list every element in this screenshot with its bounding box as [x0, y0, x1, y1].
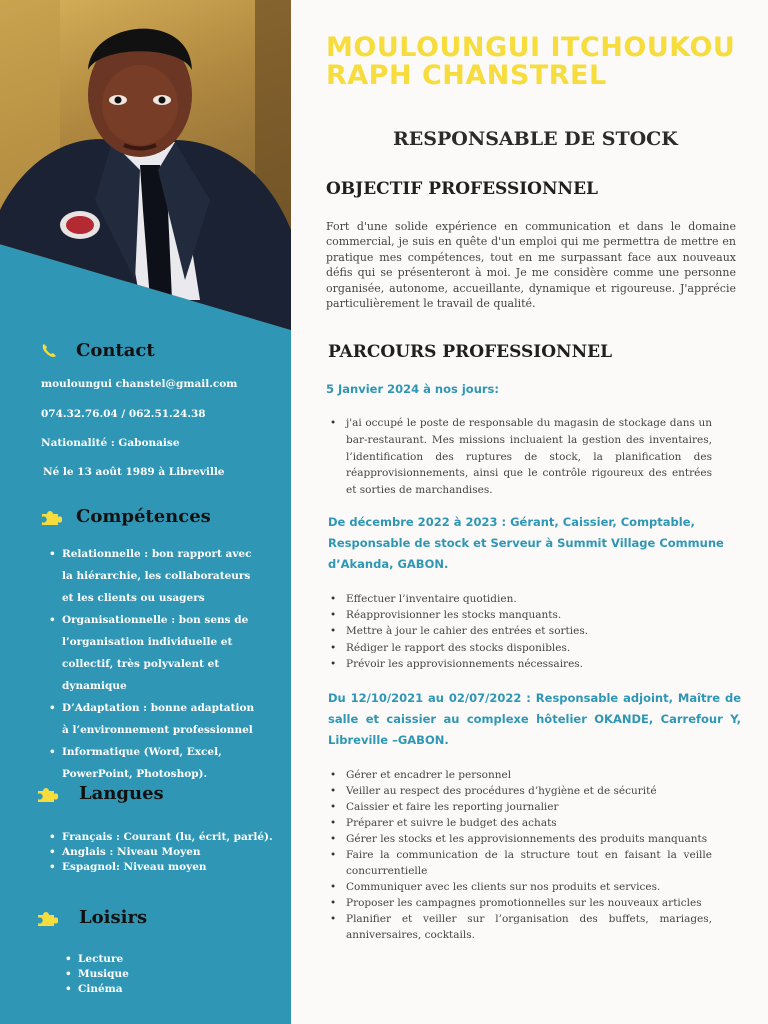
skill-item: • Informatique (Word, Excel, PowerPoint, Photoshop). — [47, 741, 262, 785]
hobby-item: • Cinéma — [63, 982, 129, 997]
job-task: • Proposer les campagnes promotionnelles sur les nouveaux articles — [326, 895, 712, 911]
language-item: • Anglais : Niveau Moyen — [47, 845, 273, 860]
sidebar — [0, 0, 291, 1024]
job-task: • Prévoir les approvisionnements nécessaires. — [326, 656, 716, 672]
language-item: • Espagnol: Niveau moyen — [47, 860, 273, 875]
job-task-list — [326, 767, 712, 943]
language-item: • Français : Courant (lu, écrit, parlé). — [47, 830, 273, 845]
hobby-item: • Lecture — [63, 952, 129, 967]
job-task: • Faire la communication de la structure tout en faisant la veille concurrentielle — [326, 847, 712, 879]
objective-title: OBJECTIF PROFESSIONNEL — [326, 179, 598, 199]
job-task: • Caissier et faire les reporting journalier — [326, 799, 712, 815]
contact-title: Contact — [76, 340, 155, 361]
job-task: • Rédiger le rapport des stocks disponibles. — [326, 640, 716, 656]
puzzle-icon — [36, 787, 58, 803]
nationality: Nationalité : Gabonaise — [41, 437, 180, 449]
hobby-item: • Musique — [63, 967, 129, 982]
job-task-list — [326, 415, 712, 499]
job-title: RESPONSABLE DE STOCK — [393, 128, 678, 150]
job-task: • Veiller au respect des procédures d’hygiène et de sécurité — [326, 783, 712, 799]
name-line-1: MOULOUNGUI ITCHOUKOU — [326, 32, 736, 63]
skill-item: • Organisationnelle : bon sens de l’organisation individuelle et collectif, très polyvalent et dynamique — [47, 609, 262, 697]
profile-photo — [0, 0, 291, 330]
objective-text: Fort d'une solide expérience en communication et dans le domaine commercial, je suis en quête d'un emploi qui me permettra de mettre en pratique mes compétences, tout en me surpassant face aux nouveaux défis qui se présenteront à moi. Je me considère comme une personne organisée, autonome, accueillante, dynamique et rigoureuse. J'apprécie particulièrement le travail de qualité. — [326, 220, 736, 311]
job-task: • j'ai occupé le poste de responsable du magasin de stockage dans un bar-restaurant. Mes missions incluaient la gestion des inventaires, l’identification des ruptures de stock, la planification des réapprovisionnements, ainsi que le contrôle rigoureux des entrées et sorties de marchandises. — [326, 415, 712, 499]
candidate-name — [326, 34, 735, 90]
job-task-list — [326, 591, 716, 672]
skills-list — [47, 543, 262, 785]
job-task: • Gérer les stocks et les approvisionnements des produits manquants — [326, 831, 712, 847]
job-task: • Mettre à jour le cahier des entrées et sorties. — [326, 623, 716, 639]
puzzle-icon — [40, 510, 62, 526]
job-task: • Réapprovisionner les stocks manquants. — [326, 607, 716, 623]
job-period: De décembre 2022 à 2023 : Gérant, Caissier, Comptable, Responsable de stock et Serveur à Summit Village Commune d’Akanda, GABON. — [328, 515, 724, 571]
languages-title: Langues — [79, 783, 164, 804]
hobbies-list — [63, 952, 129, 997]
person-illustration — [0, 0, 291, 330]
email[interactable]: mouloungui chanstel@gmail.com — [41, 378, 238, 390]
skills-title: Compétences — [76, 506, 211, 527]
phone-icon — [40, 343, 62, 359]
skill-item: • D’Adaptation : bonne adaptation à l’environnement professionnel — [47, 697, 262, 741]
job-task: • Communiquer avec les clients sur nos produits et services. — [326, 879, 712, 895]
languages-list — [47, 830, 273, 875]
birth-info: Né le 13 août 1989 à Libreville — [43, 466, 225, 478]
skill-item: • Relationnelle : bon rapport avec la hiérarchie, les collaborateurs et les clients ou usagers — [47, 543, 262, 609]
puzzle-icon — [36, 911, 58, 927]
job-task: • Planifier et veiller sur l’organisation des buffets, mariages, anniversaires, cocktails. — [326, 911, 712, 943]
job-task: • Préparer et suivre le budget des achats — [326, 815, 712, 831]
experience-title: PARCOURS PROFESSIONNEL — [328, 342, 613, 362]
job-period: 5 Janvier 2024 à nos jours: — [326, 382, 499, 396]
phone-number[interactable]: 074.32.76.04 / 062.51.24.38 — [41, 408, 206, 420]
hobbies-title: Loisirs — [79, 907, 148, 928]
job-task: • Gérer et encadrer le personnel — [326, 767, 712, 783]
name-line-2: RAPH CHANSTREL — [326, 60, 607, 91]
job-task: • Effectuer l’inventaire quotidien. — [326, 591, 716, 607]
job-period: Du 12/10/2021 au 02/07/2022 : Responsable adjoint, Maître de salle et caissier au complexe hôtelier OKANDE, Carrefour Y, Libreville –GABON. — [328, 691, 741, 747]
